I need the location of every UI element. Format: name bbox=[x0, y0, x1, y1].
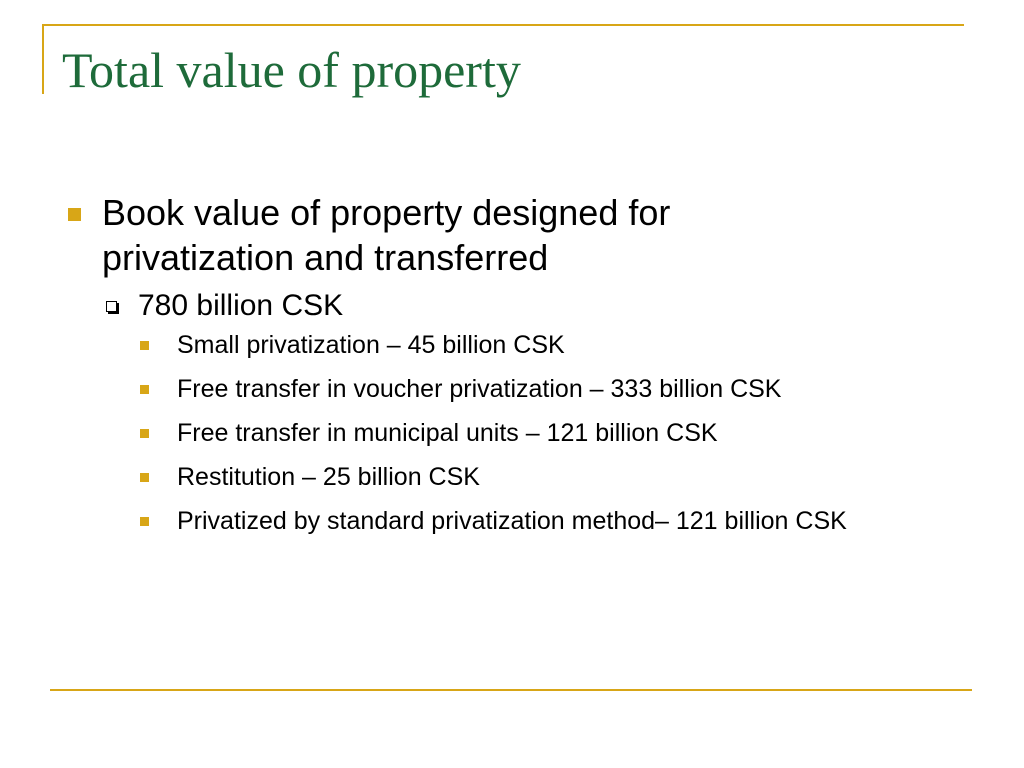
bullet-level1-text: Book value of property designed for privatization and transferred bbox=[102, 192, 671, 278]
small-square-bullet-icon bbox=[140, 473, 149, 482]
bullet-level3-text: Free transfer in voucher privatization – 333 billion CSK bbox=[177, 375, 782, 403]
bullet-level3-list bbox=[60, 330, 960, 537]
bullet-level3-text: Small privatization – 45 billion CSK bbox=[177, 331, 565, 359]
slide-body bbox=[60, 190, 960, 550]
top-rule bbox=[42, 24, 964, 26]
square-bullet-icon bbox=[68, 208, 81, 221]
bullet-level3-text: Restitution – 25 billion CSK bbox=[177, 463, 480, 491]
small-square-bullet-icon bbox=[140, 341, 149, 350]
bullet-level1 bbox=[60, 190, 822, 280]
bullet-level2 bbox=[60, 286, 960, 326]
bullet-level3-text: Privatized by standard privatization method– 121 billion CSK bbox=[177, 507, 847, 535]
bullet-level3-item bbox=[60, 506, 957, 537]
slide-title: Total value of property bbox=[62, 42, 521, 98]
bullet-level3-item bbox=[60, 462, 957, 493]
small-square-bullet-icon bbox=[140, 517, 149, 526]
left-rule bbox=[42, 24, 44, 94]
bullet-level3-item bbox=[60, 330, 957, 361]
bullet-level2-text: 780 billion CSK bbox=[138, 289, 344, 322]
small-square-bullet-icon bbox=[140, 385, 149, 394]
bullet-level3-item bbox=[60, 418, 957, 449]
bullet-level3-item bbox=[60, 374, 957, 405]
hollow-square-bullet-icon bbox=[106, 301, 117, 312]
small-square-bullet-icon bbox=[140, 429, 149, 438]
bullet-level3-text: Free transfer in municipal units – 121 billion CSK bbox=[177, 419, 718, 447]
bottom-rule bbox=[50, 689, 972, 691]
